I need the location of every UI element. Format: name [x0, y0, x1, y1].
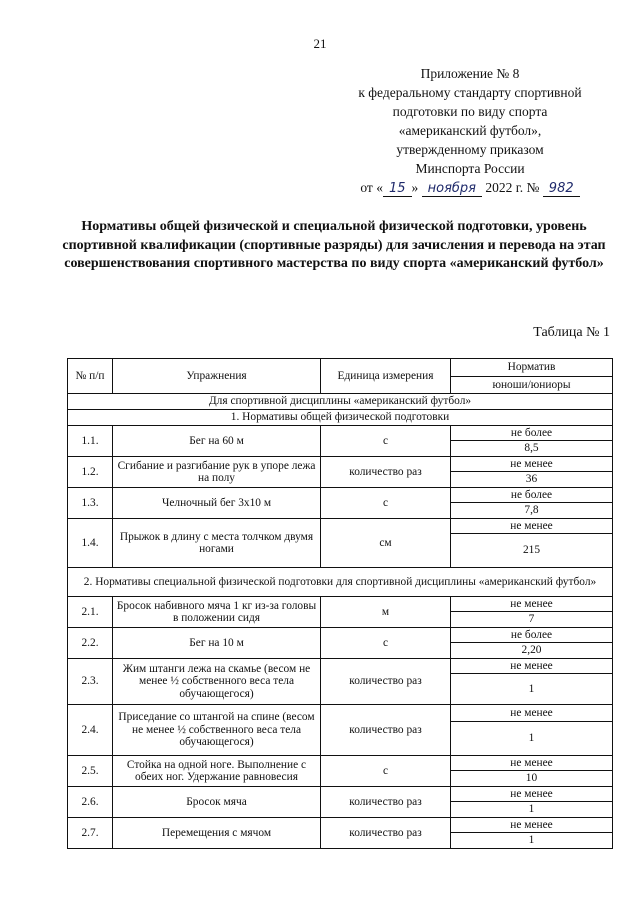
section2-title: 2. Нормативы специальной физической подготовки для спортивной дисциплины «американский футбол» [68, 568, 613, 597]
table-row [68, 756, 613, 771]
row-value: 1 [451, 674, 613, 705]
appendix-line: подготовки по виду спорта [392, 104, 548, 119]
header-norm-sub: юноши/юниоры [451, 376, 613, 394]
row-exercise: Бег на 60 м [113, 426, 321, 457]
row-num: 1.3. [68, 488, 113, 519]
handwritten-order-number: 982 [543, 182, 580, 197]
row-value: 215 [451, 534, 613, 568]
appendix-line: «американский футбол», [398, 123, 542, 138]
page-number: 21 [313, 36, 327, 51]
header-num: № п/п [68, 359, 113, 394]
row-exercise: Бег на 10 м [113, 628, 321, 659]
row-exercise: Челночный бег 3х10 м [113, 488, 321, 519]
row-condition: не более [451, 488, 613, 503]
row-unit: количество раз [321, 818, 451, 849]
handwritten-month: ноября [422, 182, 482, 197]
row-unit: количество раз [321, 457, 451, 488]
row-value: 1 [451, 833, 613, 849]
row-num: 2.5. [68, 756, 113, 787]
table-row [68, 426, 613, 441]
row-unit: с [321, 756, 451, 787]
table-row [68, 705, 613, 722]
table-label: Таблица № 1 [533, 325, 610, 340]
order-date-line [330, 178, 610, 197]
row-value: 36 [451, 472, 613, 488]
table-row [68, 597, 613, 612]
row-unit: количество раз [321, 705, 451, 756]
appendix-line: утвержденному приказом [396, 142, 544, 157]
row-condition: не менее [451, 457, 613, 472]
row-unit: см [321, 519, 451, 568]
handwritten-day: 15 [383, 182, 412, 197]
row-num: 2.2. [68, 628, 113, 659]
table-row [68, 659, 613, 674]
row-num: 2.3. [68, 659, 113, 705]
header-norm: Норматив [451, 359, 613, 377]
table-row [68, 787, 613, 802]
row-condition: не менее [451, 787, 613, 802]
row-num: 2.4. [68, 705, 113, 756]
row-unit: с [321, 628, 451, 659]
row-exercise: Приседание со штангой на спине (весом не менее ½ собственного веса тела обучающегося) [113, 705, 321, 756]
row-exercise: Жим штанги лежа на скамье (весом не менее ½ собственного веса тела обучающегося) [113, 659, 321, 705]
row-value: 1 [451, 722, 613, 756]
table-row [68, 628, 613, 643]
row-condition: не менее [451, 756, 613, 771]
row-unit: количество раз [321, 787, 451, 818]
row-value: 10 [451, 771, 613, 787]
row-exercise: Перемещения с мячом [113, 818, 321, 849]
row-unit: с [321, 426, 451, 457]
row-value: 8,5 [451, 441, 613, 457]
row-value: 1 [451, 802, 613, 818]
header-exercise: Упражнения [113, 359, 321, 394]
row-condition: не менее [451, 597, 613, 612]
row-unit: количество раз [321, 659, 451, 705]
appendix-line: Минспорта России [415, 161, 525, 176]
date-mid: » [411, 180, 419, 195]
row-num: 1.2. [68, 457, 113, 488]
row-condition: не менее [451, 705, 613, 722]
date-prefix: от « [360, 180, 383, 195]
row-exercise: Прыжок в длину с места толчком двумя ногами [113, 519, 321, 568]
row-value: 7,8 [451, 503, 613, 519]
row-exercise: Бросок мяча [113, 787, 321, 818]
row-condition: не менее [451, 659, 613, 674]
table-row [68, 519, 613, 534]
header-unit: Единица измерения [321, 359, 451, 394]
appendix-line: Приложение № 8 [420, 66, 520, 81]
table-row [68, 457, 613, 472]
row-num: 1.1. [68, 426, 113, 457]
row-exercise: Сгибание и разгибание рук в упоре лежа на полу [113, 457, 321, 488]
row-exercise: Бросок набивного мяча 1 кг из-за головы в положении сидя [113, 597, 321, 628]
document-title: Нормативы общей физической и специальной физической подготовки, уровень спортивной квалификации (спортивные разряды) для зачисления и перевода на этап совершенствования спортивного мастерства по виду спорта «американский футбол» [62, 219, 606, 271]
appendix-header [330, 64, 610, 197]
table-row [68, 818, 613, 833]
row-num: 2.7. [68, 818, 113, 849]
table-row [68, 488, 613, 503]
section1-title: 1. Нормативы общей физической подготовки [68, 410, 613, 426]
order-year: 2022 г. № [485, 180, 540, 195]
row-exercise: Стойка на одной ноге. Выполнение с обеих ног. Удержание равновесия [113, 756, 321, 787]
row-condition: не более [451, 628, 613, 643]
row-unit: м [321, 597, 451, 628]
row-num: 2.6. [68, 787, 113, 818]
row-unit: с [321, 488, 451, 519]
discipline-row: Для спортивной дисциплины «американский футбол» [68, 394, 613, 410]
row-condition: не менее [451, 818, 613, 833]
norms-table [67, 358, 613, 849]
row-condition: не более [451, 426, 613, 441]
row-num: 1.4. [68, 519, 113, 568]
row-num: 2.1. [68, 597, 113, 628]
row-value: 7 [451, 612, 613, 628]
row-condition: не менее [451, 519, 613, 534]
appendix-line: к федеральному стандарту спортивной [358, 85, 582, 100]
row-value: 2,20 [451, 643, 613, 659]
